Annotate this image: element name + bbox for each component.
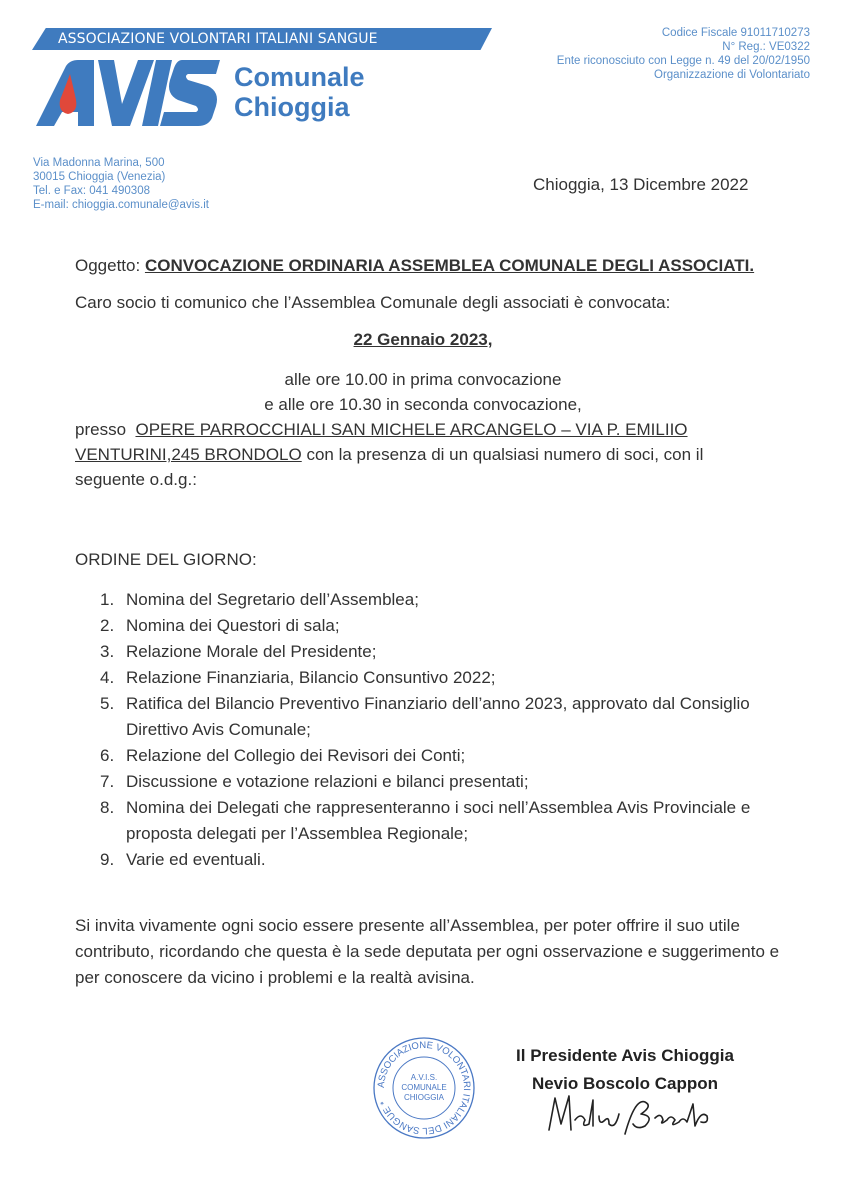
- agenda-item: [100, 665, 760, 691]
- agenda-text: Nomina del Segretario dell’Assemblea;: [126, 590, 419, 609]
- place-address: OPERE PARROCCHIALI SAN MICHELE ARCANGELO – VIA P. EMILIIO VENTURINI,245 BRONDOLO: [75, 420, 688, 464]
- agenda-item: [100, 795, 760, 847]
- logo-subtitle-line: Chioggia: [234, 92, 350, 122]
- agenda-text: Nomina dei Questori di sala;: [126, 616, 340, 635]
- stamp-center-line: CHIOGGIA: [403, 1093, 445, 1102]
- stamp-center-line: COMUNALE: [401, 1083, 447, 1092]
- agenda-number: 7.: [100, 772, 115, 791]
- letter-date: Chioggia, 13 Dicembre 2022: [533, 175, 749, 194]
- first-call-time: alle ore 10.00 in prima convocazione: [284, 370, 562, 389]
- agenda-item: [100, 639, 760, 665]
- agenda-number: 5.: [100, 694, 115, 713]
- agenda-item: [100, 847, 760, 873]
- place-prefix: presso: [75, 420, 136, 439]
- agenda-number: 3.: [100, 642, 115, 661]
- agenda-item: [100, 769, 760, 795]
- phone: Tel. e Fax: 041 490308: [33, 185, 150, 197]
- avis-logo: [32, 60, 222, 128]
- logo-subtitle: [234, 62, 365, 122]
- closing-paragraph: Si invita vivamente ogni socio essere presente all’Assemblea, per poter offrire il suo utile contributo, ricordando che questa è la sede deputata per ogni osservazione e suggerimento e per conoscere da vicino i problemi e la realtà avisina.: [75, 916, 780, 987]
- stamp-ring-text: ASSOCIAZIONE VOLONTARI ITALIANI DEL SANGUE *: [375, 1039, 473, 1137]
- signer-title: Il Presidente Avis Chioggia: [516, 1046, 734, 1065]
- intro-text: Caro socio ti comunico che l’Assemblea Comunale degli associati è convocata:: [75, 293, 671, 312]
- agenda-item: [100, 743, 760, 769]
- agenda-title: ORDINE DEL GIORNO:: [75, 550, 257, 569]
- fiscal-code: Codice Fiscale 91011710273: [661, 27, 810, 39]
- stamp-center-line: A.V.I.S.: [410, 1073, 438, 1082]
- agenda-number: 2.: [100, 616, 115, 635]
- agenda-number: 8.: [100, 798, 115, 817]
- agenda-text: Nomina dei Delegati che rappresenteranno i soci nell’Assemblea Avis Provinciale e proposta delegati per l’Assemblea Regionale;: [126, 798, 751, 843]
- subject-text: CONVOCAZIONE ORDINARIA ASSEMBLEA COMUNALE DEGLI ASSOCIATI.: [144, 256, 755, 275]
- official-stamp-icon: [368, 1036, 480, 1140]
- email: E-mail: chioggia.comunale@avis.it: [33, 199, 209, 211]
- agenda-number: 1.: [100, 590, 115, 609]
- agenda-text: Relazione Finanziaria, Bilancio Consuntivo 2022;: [126, 668, 496, 687]
- agenda-list: [100, 587, 760, 873]
- address-block: [33, 156, 209, 212]
- agenda-item: [100, 613, 760, 639]
- agenda-text: Varie ed eventuali.: [126, 850, 266, 869]
- agenda-text: Relazione del Collegio dei Revisori dei Conti;: [126, 746, 466, 765]
- signer-name: Nevio Boscolo Cappon: [531, 1074, 719, 1093]
- agenda-text: Relazione Morale del Presidente;: [126, 642, 377, 661]
- agenda-number: 4.: [100, 668, 115, 687]
- association-name: ASSOCIAZIONE VOLONTARI ITALIANI SANGUE: [58, 31, 378, 47]
- meeting-place: [75, 417, 775, 492]
- city: 30015 Chioggia (Venezia): [33, 171, 166, 183]
- meeting-date: 22 Gennaio 2023,: [353, 330, 493, 349]
- organization-type: Organizzazione di Volontariato: [654, 69, 810, 81]
- street: Via Madonna Marina, 500: [33, 157, 165, 169]
- place-suffix: con la presenza di un qualsiasi numero di soci, con il seguente o.d.g.:: [75, 445, 704, 489]
- second-call-time: e alle ore 10.30 in seconda convocazione,: [264, 395, 582, 414]
- subject-line: [75, 253, 754, 278]
- agenda-number: 9.: [100, 850, 115, 869]
- agenda-item: [100, 691, 760, 743]
- legal-recognition: Ente riconosciuto con Legge n. 49 del 20/02/1950: [556, 55, 810, 67]
- agenda-text: Discussione e votazione relazioni e bilanci presentati;: [126, 772, 529, 791]
- registration-number: N° Reg.: VE0322: [722, 41, 810, 53]
- registration-info: [557, 26, 810, 82]
- logo-subtitle-line: Comunale: [234, 62, 365, 92]
- subject-label: Oggetto:: [75, 256, 145, 275]
- agenda-number: 6.: [100, 746, 115, 765]
- agenda-item: [100, 587, 760, 613]
- agenda-text: Ratifica del Bilancio Preventivo Finanziario dell’anno 2023, approvato dal Consiglio Direttivo Avis Comunale;: [126, 694, 750, 739]
- handwritten-signature-icon: [545, 1090, 745, 1140]
